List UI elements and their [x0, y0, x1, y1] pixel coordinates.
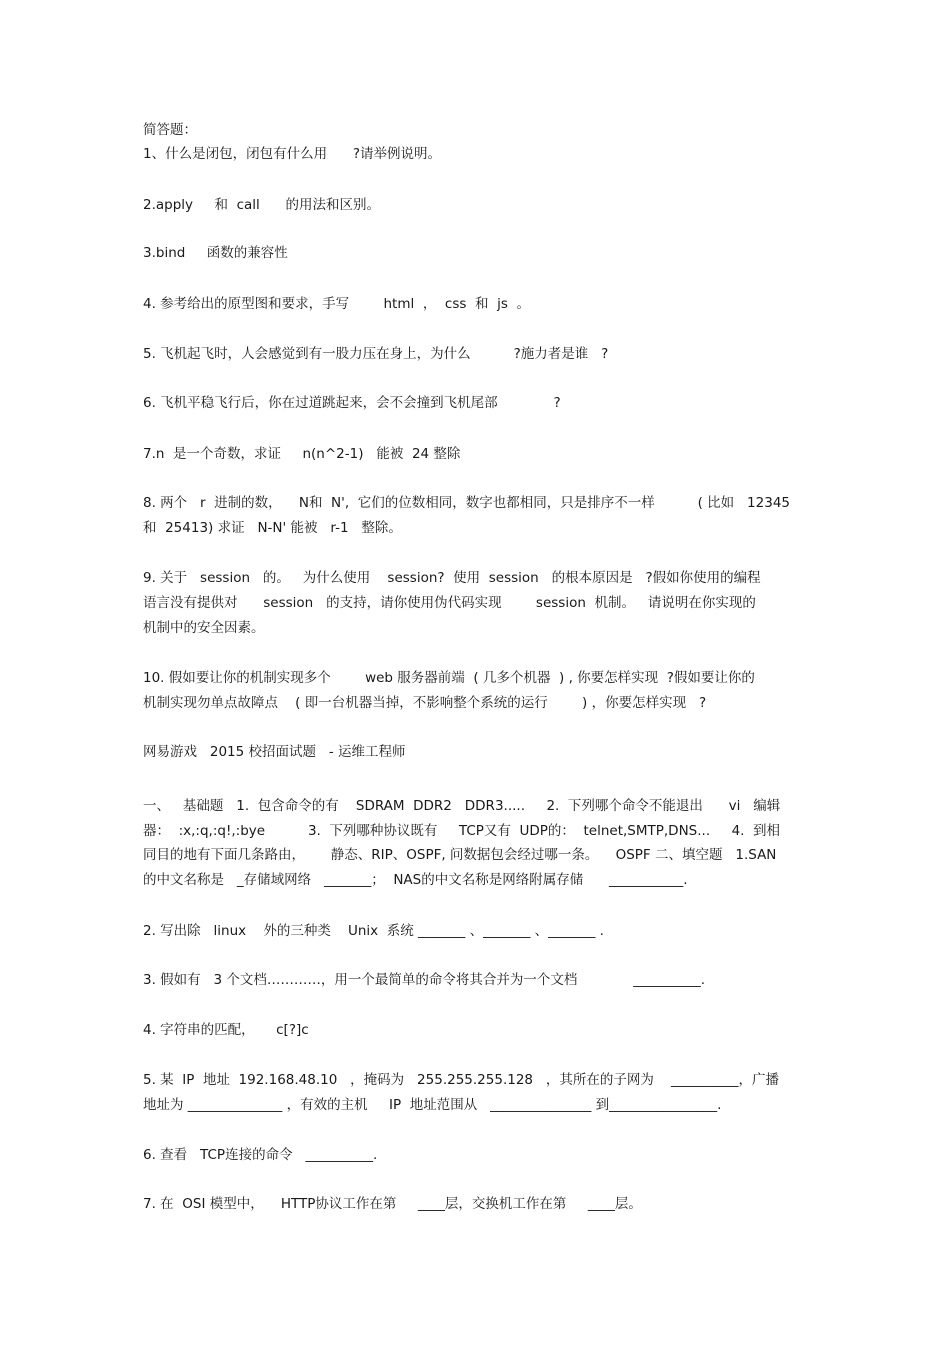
question-5: 5. 飞机起飞时，人会感觉到有一股力压在身上，为什么 ?施力者是谁 ? — [143, 346, 609, 362]
section-2-para-1-line-2: 器： :x,:q,:q!,:bye 3. 下列哪种协议既有 TCP又有 UDP的： telnet,SMTP,DNS... 4. 到相 — [143, 823, 781, 839]
fill-in-question-5-line-2: 地址为 ______________ ，有效的主机 IP 地址范围从 _______________ 到________________. — [143, 1097, 722, 1113]
question-2: 2.apply 和 call 的用法和区别。 — [143, 197, 381, 213]
fill-in-question-5-line-1: 5. 某 IP 地址 192.168.48.10 ，掩码为 255.255.255.128 ，其所在的子网为 __________，广播 — [143, 1072, 780, 1088]
question-8-line-1: 8. 两个 r 进制的数， N和 N', 它们的位数相同，数字也都相同，只是排序不一样 ( 比如 12345 — [143, 495, 790, 511]
question-6: 6. 飞机平稳飞行后，你在过道跳起来，会不会撞到飞机尾部 ? — [143, 395, 561, 411]
question-9-line-3: 机制中的安全因素。 — [143, 620, 265, 636]
question-10-line-2: 机制实现勿单点故障点 ( 即一台机器当掉，不影响整个系统的运行 ) ，你要怎样实现 ? — [143, 695, 707, 711]
section-heading: 简答题： — [143, 122, 197, 138]
section-2-title: 网易游戏 2015 校招面试题 - 运维工程师 — [143, 744, 406, 760]
question-9-line-2: 语言没有提供对 session 的支持，请你使用伪代码实现 session 机制。 请说明在你实现的 — [143, 595, 756, 611]
question-1: 1、什么是闭包，闭包有什么用 ?请举例说明。 — [143, 146, 442, 162]
question-3: 3.bind 函数的兼容性 — [143, 245, 288, 261]
fill-in-question-2: 2. 写出除 linux 外的三种类 Unix 系统 _______ 、_______ 、_______ . — [143, 923, 604, 939]
question-10-line-1: 10. 假如要让你的机制实现多个 web 服务器前端 ( 几多个机器 ) , 你要怎样实现 ?假如要让你的 — [143, 670, 755, 686]
section-2-para-1-line-3: 同目的地有下面几条路由， 静态、RIP、OSPF, 问数据包会经过哪一条。 OSPF 二、填空题 1.SAN — [143, 847, 777, 863]
fill-in-question-6: 6. 查看 TCP连接的命令 __________. — [143, 1147, 378, 1163]
question-8-line-2: 和 25413) 求证 N-N' 能被 r-1 整除。 — [143, 520, 402, 536]
question-4: 4. 参考给出的原型图和要求，手写 html ， css 和 js 。 — [143, 296, 530, 312]
fill-in-question-3: 3. 假如有 3 个文档…………，用一个最简单的命令将其合并为一个文档 __________. — [143, 972, 706, 988]
question-7: 7.n 是一个奇数，求证 n(n^2-1) 能被 24 整除 — [143, 446, 461, 462]
fill-in-question-7: 7. 在 OSI 模型中， HTTP协议工作在第 ____层，交换机工作在第 ____层。 — [143, 1196, 642, 1212]
fill-in-question-4: 4. 字符串的匹配， c[?]c — [143, 1022, 309, 1038]
section-2-para-1-line-1: 一、 基础题 1. 包含命令的有 SDRAM DDR2 DDR3..... 2. 下列哪个命令不能退出 vi 编辑 — [143, 798, 781, 814]
section-2-para-1-line-4: 的中文名称是 _存储域网络 _______； NAS的中文名称是网络附属存储 ___________. — [143, 872, 688, 888]
question-9-line-1: 9. 关于 session 的。 为什么使用 session? 使用 session 的根本原因是 ?假如你使用的编程 — [143, 570, 761, 586]
